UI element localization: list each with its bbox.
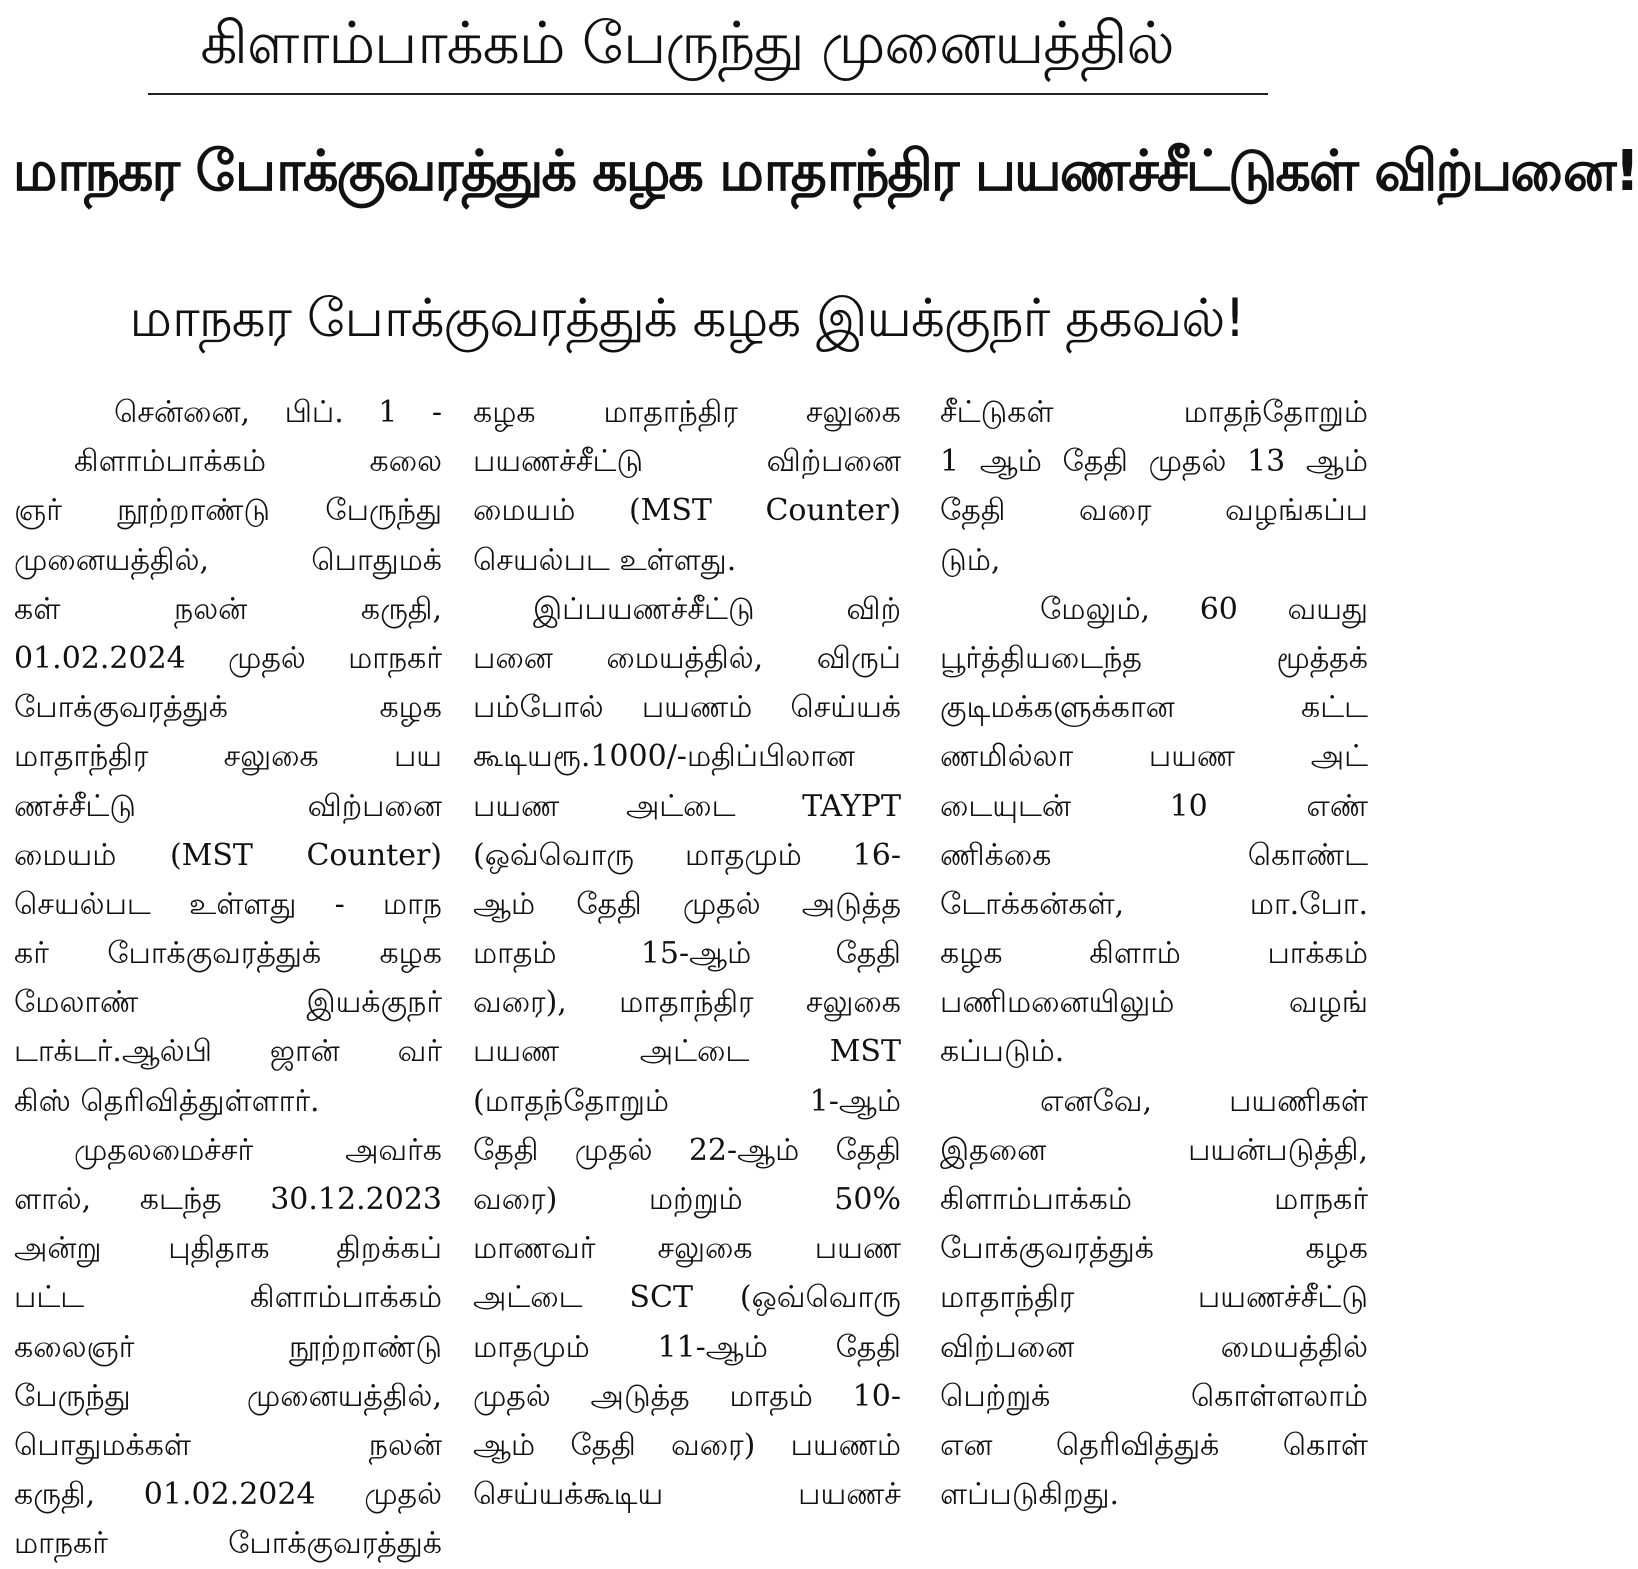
text-line: அன்று புதிதாக திறக்கப் (14, 1231, 442, 1267)
text-line: செய்யக்கூடிய பயணச் (473, 1477, 901, 1513)
text-line: டும், (940, 542, 1001, 578)
text-line: மாதாந்திர பயணச்சீட்டு (940, 1280, 1368, 1316)
text-line: கப்படும். (940, 1034, 1065, 1070)
text-line: முனையத்தில், பொதுமக் (14, 542, 442, 578)
text-line: போக்குவரத்துக் கழக (940, 1231, 1368, 1267)
text-line: குடிமக்களுக்கான கட்ட (940, 690, 1368, 726)
text-line: வரை), மாதாந்திர சலுகை (473, 985, 901, 1021)
text-line: அட்டை SCT (ஒவ்வொரு (473, 1280, 901, 1316)
text-line: டையுடன் 10 எண் (940, 788, 1368, 824)
text-line: வரை) மற்றும் 50% (473, 1182, 901, 1217)
text-line: பணிமனையிலும் வழங் (940, 985, 1368, 1021)
text-line: பேருந்து முனையத்தில், (14, 1378, 442, 1414)
text-line: தேதி முதல் 22-ஆம் தேதி (473, 1132, 901, 1168)
text-line: பூர்த்தியடைந்த மூத்தக் (940, 640, 1368, 676)
text-line: ஆம் தேதி முதல் அடுத்த (473, 886, 901, 922)
text-line: இதனை பயன்படுத்தி, (940, 1132, 1368, 1168)
text-line: பம்போல் பயணம் செய்யக் (473, 690, 901, 726)
text-line: ளப்படுகிறது. (940, 1477, 1120, 1513)
text-line: மாணவர் சலுகை பயண (473, 1231, 901, 1267)
text-line: ணமில்லா பயண அட் (940, 739, 1368, 775)
text-line: தேதி வரை வழங்கப்ப (940, 493, 1368, 529)
text-line: முதலமைச்சர் அவர்க (74, 1132, 442, 1168)
text-line: டோக்கன்கள், மா.போ. (940, 886, 1368, 922)
text-line: ளால், கடந்த 30.12.2023 (14, 1182, 442, 1217)
text-line: செயல்பட உள்ளது - மாந (14, 886, 442, 922)
text-line: கள் நலன் கருதி, (14, 591, 442, 627)
text-line: எனவே, பயணிகள் (1040, 1083, 1368, 1119)
text-line: மேலாண் இயக்குநர் (14, 985, 442, 1021)
text-line: பட்ட கிளாம்பாக்கம் (14, 1280, 442, 1316)
text-line: கூடியரூ.1000/-மதிப்பிலான (473, 739, 856, 775)
text-line: பெற்றுக் கொள்ளலாம் (940, 1378, 1368, 1414)
text-line: பொதுமக்கள் நலன் (14, 1427, 442, 1463)
text-line: கர் போக்குவரத்துக் கழக (14, 936, 442, 972)
text-line: கிளாம்பாக்கம் கலை (74, 444, 442, 480)
text-line: 1 ஆம் தேதி முதல் 13 ஆம் (940, 444, 1368, 480)
text-line: போக்குவரத்துக் கழக (14, 690, 442, 726)
text-line: செயல்பட உள்ளது. (473, 542, 737, 578)
text-line: மாதம் 15-ஆம் தேதி (473, 936, 901, 972)
text-line: மாநகர் போக்குவரத்துக் (14, 1526, 442, 1562)
text-line: ஆம் தேதி வரை) பயணம் (473, 1427, 901, 1463)
text-line: கழக கிளாம் பாக்கம் (940, 936, 1368, 972)
text-line: கிளாம்பாக்கம் மாநகர் (940, 1182, 1368, 1217)
text-line: ஞர் நூற்றாண்டு பேருந்து (14, 493, 442, 529)
text-line: 01.02.2024 முதல் மாநகர் (14, 640, 442, 676)
text-line: விற்பனை மையத்தில் (940, 1329, 1368, 1365)
text-line: மாதாந்திர சலுகை பய (14, 739, 442, 775)
text-line: மையம் (MST Counter) (473, 493, 901, 529)
headline: மாநகர போக்குவரத்துக் கழக மாதாந்திர பயணச்சீட்டுகள் விற்பனை! (12, 139, 1638, 204)
text-line: கலைஞர் நூற்றாண்டு (14, 1329, 442, 1365)
text-line: இப்பயணச்சீட்டு விற் (533, 591, 901, 627)
text-line: மேலும், 60 வயது (1040, 591, 1368, 627)
text-line: சென்னை, பிப். 1 - (114, 395, 442, 430)
text-line: பயணச்சீட்டு விற்பனை (473, 444, 901, 480)
article-column-3 (940, 388, 1368, 1516)
text-line: டாக்டர்.ஆல்பி ஜான் வர் (14, 1034, 442, 1070)
text-line: மாதமும் 11-ஆம் தேதி (473, 1329, 901, 1365)
article-column-1 (14, 388, 442, 1562)
text-line: கிஸ் தெரிவித்துள்ளார். (14, 1083, 320, 1119)
divider-rule (148, 93, 1268, 95)
subheadline: மாநகர போக்குவரத்துக் கழக இயக்குநர் தகவல்! (129, 288, 1245, 349)
article-column-2 (473, 388, 901, 1516)
text-line: கருதி, 01.02.2024 முதல் (14, 1477, 442, 1513)
text-line: பயண அட்டை MST (473, 1034, 901, 1070)
text-line: சீட்டுகள் மாதந்தோறும் (940, 395, 1368, 430)
text-line: மையம் (MST Counter) (14, 837, 442, 873)
text-line: (ஒவ்வொரு மாதமும் 16- (473, 837, 901, 873)
text-line: என தெரிவித்துக் கொள் (940, 1427, 1368, 1463)
text-line: ணச்சீட்டு விற்பனை (14, 788, 442, 824)
text-line: பயண அட்டை TAYPT (473, 788, 901, 824)
text-line: கழக மாதாந்திர சலுகை (473, 395, 901, 430)
text-line: பனை மையத்தில், விருப் (473, 640, 901, 676)
text-line: (மாதந்தோறும் 1-ஆம் (473, 1083, 901, 1119)
kicker-title: கிளாம்பாக்கம் பேருந்து முனையத்தில் (200, 9, 1174, 77)
text-line: முதல் அடுத்த மாதம் 10- (473, 1378, 901, 1414)
text-line: ணிக்கை கொண்ட (940, 837, 1368, 873)
